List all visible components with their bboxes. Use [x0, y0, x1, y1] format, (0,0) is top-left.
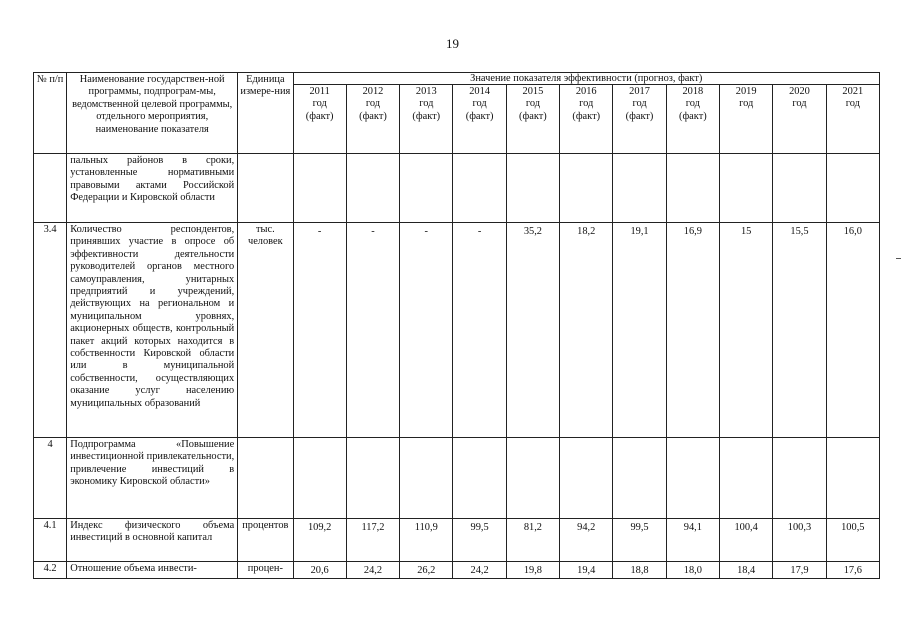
- row-value-2011: 20,6: [293, 562, 346, 579]
- row-value-2014: [453, 154, 506, 223]
- row-value-2012: 117,2: [346, 519, 399, 562]
- header-year-2021: [826, 85, 879, 154]
- header-year-year: 2019: [735, 86, 757, 97]
- row-value-2019: 15: [720, 223, 773, 438]
- row-value-2017: 19,1: [613, 223, 666, 438]
- row-value-2020: [773, 438, 826, 519]
- row-value-2019: 18,4: [720, 562, 773, 579]
- row-value-2021: 100,5: [826, 519, 879, 562]
- header-year-year: 2012: [362, 86, 384, 97]
- row-value-2015: [506, 438, 559, 519]
- row-unit: [238, 438, 293, 519]
- header-year-sub1: год: [632, 98, 647, 110]
- row-value-2018: [666, 154, 719, 223]
- header-year-2013: [400, 85, 453, 154]
- row-value-2021: [826, 154, 879, 223]
- table-row: [34, 154, 880, 223]
- row-name: Отношение объема инвести-: [67, 562, 238, 579]
- row-value-2012: [346, 438, 399, 519]
- row-value-2018: 18,0: [666, 562, 719, 579]
- table-row: [34, 223, 880, 438]
- header-year-sub2: (факт): [305, 110, 334, 122]
- header-year-sub1: год: [472, 98, 487, 110]
- indicator-table-container: [33, 72, 880, 579]
- row-value-2017: 99,5: [613, 519, 666, 562]
- row-value-2017: [613, 154, 666, 223]
- row-value-2021: 16,0: [826, 223, 879, 438]
- header-year-sub2: (факт): [359, 110, 387, 122]
- row-value-2012: [346, 154, 399, 223]
- row-num: 4.1: [34, 519, 67, 562]
- row-num: 4: [34, 438, 67, 519]
- header-year-sub1: год: [525, 98, 540, 110]
- row-value-2015: [506, 154, 559, 223]
- row-value-2011: -: [293, 223, 346, 438]
- header-year-sub1: год: [685, 98, 700, 110]
- header-year-2016: [560, 85, 613, 154]
- row-value-2013: 26,2: [400, 562, 453, 579]
- header-year-2012: [346, 85, 399, 154]
- row-value-2016: [560, 438, 613, 519]
- row-value-2020: 15,5: [773, 223, 826, 438]
- row-name: Количество респондентов, принявших участие в опросе об эффективности деятельности руководителей органов местного самоуправления, унитарных предприятий и учреждений, действующих на региональном и муниципальном уровнях, акционерных обществ, контрольный пакет акций которых находится в собственности Кировской области или в муниципальной собственности, осуществляющих оказание услуг населению муниципальных образований: [67, 223, 238, 438]
- row-value-2017: [613, 438, 666, 519]
- header-year-year: 2015: [522, 86, 544, 97]
- header-year-sub1: год: [312, 98, 327, 110]
- header-name: Наименование государствен-ной программы, подпрограм-мы, ведомственной целевой программы, отдельного мероприятия, наименование показателя: [67, 73, 238, 154]
- header-year-2019: [720, 85, 773, 154]
- row-value-2011: [293, 438, 346, 519]
- row-num: 3.4: [34, 223, 67, 438]
- row-value-2018: 16,9: [666, 223, 719, 438]
- row-value-2014: 99,5: [453, 519, 506, 562]
- row-value-2012: -: [346, 223, 399, 438]
- margin-mark: [896, 258, 901, 259]
- row-value-2014: 24,2: [453, 562, 506, 579]
- row-value-2019: [720, 438, 773, 519]
- row-value-2020: 100,3: [773, 519, 826, 562]
- header-year-sub2: (факт): [572, 110, 601, 122]
- header-year-sub1: год: [845, 98, 860, 110]
- row-value-2021: [826, 438, 879, 519]
- header-year-sub2: (факт): [625, 110, 654, 122]
- header-year-sub2: (факт): [678, 110, 707, 122]
- row-value-2013: -: [400, 223, 453, 438]
- row-value-2016: 19,4: [560, 562, 613, 579]
- row-unit: процентов: [238, 519, 293, 562]
- header-year-year: 2020: [789, 86, 810, 97]
- header-year-sub1: год: [419, 98, 434, 110]
- header-year-2017: [613, 85, 666, 154]
- page-number: 19: [446, 36, 459, 51]
- header-year-year: 2017: [629, 86, 650, 97]
- row-value-2016: 94,2: [560, 519, 613, 562]
- row-value-2016: 18,2: [560, 223, 613, 438]
- header-year-sub2: (факт): [412, 110, 441, 122]
- row-num: [34, 154, 67, 223]
- header-year-sub2: (факт): [465, 110, 494, 122]
- header-year-year: 2021: [842, 86, 864, 97]
- row-unit: процен-: [238, 562, 293, 579]
- header-year-year: 2011: [309, 86, 330, 97]
- row-value-2011: 109,2: [293, 519, 346, 562]
- header-year-2014: [453, 85, 506, 154]
- row-unit: [238, 154, 293, 223]
- header-num: № п/п: [34, 73, 67, 154]
- header-year-sub1: год: [365, 98, 381, 110]
- row-value-2013: 110,9: [400, 519, 453, 562]
- row-name: Индекс физического объема инвестиций в основной капитал: [67, 519, 238, 562]
- row-value-2019: 100,4: [720, 519, 773, 562]
- row-unit: тыс. человек: [238, 223, 293, 438]
- row-value-2013: [400, 438, 453, 519]
- row-value-2015: 81,2: [506, 519, 559, 562]
- header-year-year: 2016: [575, 86, 597, 97]
- header-year-sub1: год: [579, 98, 594, 110]
- row-value-2013: [400, 154, 453, 223]
- row-value-2018: 94,1: [666, 519, 719, 562]
- header-year-sub1: год: [792, 98, 807, 110]
- row-value-2015: 19,8: [506, 562, 559, 579]
- header-year-2020: [773, 85, 826, 154]
- header-unit: Единица измере-ния: [238, 73, 293, 154]
- row-value-2018: [666, 438, 719, 519]
- indicator-table: [33, 72, 880, 579]
- header-year-2015: [506, 85, 559, 154]
- header-row-group: [34, 73, 880, 85]
- row-value-2020: [773, 154, 826, 223]
- header-value-group: Значение показателя эффективности (прогноз, факт): [293, 73, 880, 85]
- row-num: 4.2: [34, 562, 67, 579]
- header-year-year: 2013: [415, 86, 437, 97]
- row-value-2017: 18,8: [613, 562, 666, 579]
- header-year-sub1: год: [739, 98, 754, 110]
- row-value-2016: [560, 154, 613, 223]
- table-row: [34, 438, 880, 519]
- table-body: [34, 73, 880, 579]
- header-year-sub2: (факт): [519, 110, 547, 122]
- row-value-2011: [293, 154, 346, 223]
- header-year-year: 2018: [682, 86, 704, 97]
- row-value-2014: -: [453, 223, 506, 438]
- header-year-year: 2014: [469, 86, 490, 97]
- row-value-2014: [453, 438, 506, 519]
- row-value-2021: 17,6: [826, 562, 879, 579]
- row-name: пальных районов в сроки, установленные нормативными правовыми актами Российской Федерации и Кировской области: [67, 154, 238, 223]
- row-value-2012: 24,2: [346, 562, 399, 579]
- table-row: [34, 562, 880, 579]
- row-name: Подпрограмма «Повышение инвестиционной привлекательности, привлечение инвестиций в экономику Кировской области»: [67, 438, 238, 519]
- header-year-2011: [293, 85, 346, 154]
- table-row: [34, 519, 880, 562]
- row-value-2020: 17,9: [773, 562, 826, 579]
- header-year-2018: [666, 85, 719, 154]
- row-value-2015: 35,2: [506, 223, 559, 438]
- row-value-2019: [720, 154, 773, 223]
